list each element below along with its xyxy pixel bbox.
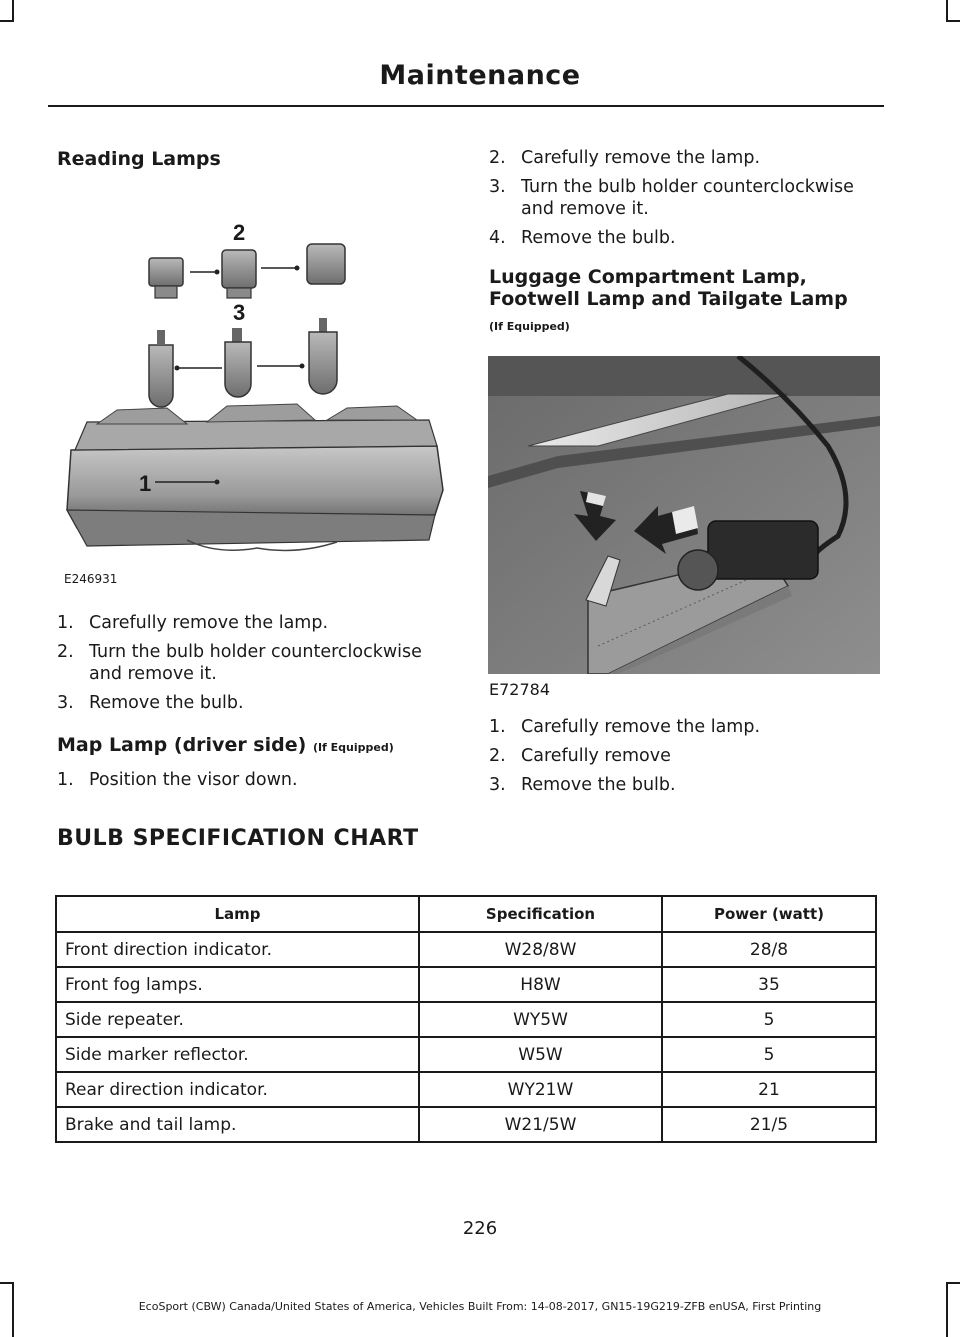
callout-1: 1 <box>139 471 152 496</box>
table-row <box>56 1002 876 1037</box>
luggage-lamp-heading: Luggage Compartment Lamp, Footwell Lamp and Tailgate Lamp <box>489 266 848 310</box>
bulb-center <box>225 328 251 397</box>
table-cell: 35 <box>662 967 876 1002</box>
table-cell: Rear direction indicator. <box>56 1072 419 1107</box>
list-item: 2. Carefully remove <box>489 746 671 766</box>
list-item: 4. Remove the bulb. <box>489 228 676 248</box>
table-cell: WY5W <box>419 1002 662 1037</box>
header-rule <box>48 105 884 107</box>
map-lamp-heading-text: Map Lamp (driver side) <box>57 734 307 756</box>
page-header-title: Maintenance <box>379 60 581 91</box>
reading-lamp-figure-code: E246931 <box>64 572 118 586</box>
table-row <box>56 1107 876 1142</box>
table-cell: Side marker reflector. <box>56 1037 419 1072</box>
luggage-lamp-steps <box>489 716 884 796</box>
map-lamp-qualifier: (If Equipped) <box>312 741 394 754</box>
reading-lamps-heading: Reading Lamps <box>57 148 221 170</box>
page-footer: EcoSport (CBW) Canada/United States of America, Vehicles Built From: 14-08-2017, GN15-19G219-ZFB enUSA, First Printing <box>138 1300 822 1313</box>
callout-2: 2 <box>233 220 246 245</box>
column-header-specification: Specification <box>419 896 662 932</box>
list-item: 3. Remove the bulb. <box>57 693 244 713</box>
reading-lamp-figure <box>57 210 449 595</box>
table-cell: Front direction indicator. <box>56 932 419 967</box>
reading-lamp-steps <box>57 612 447 714</box>
bulb-right <box>309 318 337 394</box>
bulb-holder-left <box>149 258 183 298</box>
bulb-holder-center <box>222 250 256 298</box>
list-item: 3. Turn the bulb holder counterclockwise and remove it. <box>489 177 854 219</box>
crop-mark-top-right-h <box>946 20 960 22</box>
bulb-specification-table <box>55 895 877 1143</box>
table-cell: 5 <box>662 1002 876 1037</box>
table-cell: 28/8 <box>662 932 876 967</box>
table-cell: H8W <box>419 967 662 1002</box>
list-item: 2. Turn the bulb holder counterclockwise and remove it. <box>57 642 422 684</box>
map-lamp-heading <box>57 734 394 756</box>
reading-lamp-body <box>67 404 443 550</box>
table-cell: 21 <box>662 1072 876 1107</box>
table-cell: 21/5 <box>662 1107 876 1142</box>
crop-mark-top-left <box>12 0 14 22</box>
table-cell: W28/8W <box>419 932 662 967</box>
list-item: 3. Remove the bulb. <box>489 775 676 795</box>
table-row <box>56 932 876 967</box>
table-row <box>56 967 876 1002</box>
bulb-chart-title: BULB SPECIFICATION CHART <box>57 826 419 851</box>
map-lamp-steps <box>57 769 447 791</box>
table-cell: Brake and tail lamp. <box>56 1107 419 1142</box>
table-row <box>56 1037 876 1072</box>
list-item: 1. Carefully remove the lamp. <box>489 717 761 737</box>
column-header-lamp: Lamp <box>56 896 419 932</box>
table-cell: W5W <box>419 1037 662 1072</box>
bulb-holder-right <box>307 244 345 284</box>
table-cell: Side repeater. <box>56 1002 419 1037</box>
table-cell: W21/5W <box>419 1107 662 1142</box>
column-header-power: Power (watt) <box>662 896 876 932</box>
table-cell: WY21W <box>419 1072 662 1107</box>
table-cell: 5 <box>662 1037 876 1072</box>
table-row <box>56 1072 876 1107</box>
page-number: 226 <box>462 1218 498 1239</box>
crop-mark-bottom-right-h <box>946 1282 960 1284</box>
table-cell: Front fog lamps. <box>56 967 419 1002</box>
bulb-left <box>149 330 173 407</box>
crop-mark-bottom-left-h <box>0 1282 14 1284</box>
crop-mark-top-left-h <box>0 20 14 22</box>
list-item: 1. Position the visor down. <box>57 770 298 790</box>
luggage-lamp-qualifier: (If Equipped) <box>489 320 570 333</box>
luggage-lamp-figure <box>488 356 880 674</box>
list-item: 1. Carefully remove the lamp. <box>57 613 329 633</box>
table-header-row <box>56 896 876 932</box>
map-lamp-steps-continued <box>489 147 884 249</box>
callout-3: 3 <box>233 300 246 325</box>
luggage-lamp-figure-code: E72784 <box>489 680 551 699</box>
crop-mark-top-right <box>946 0 948 22</box>
list-item: 2. Carefully remove the lamp. <box>489 148 761 168</box>
